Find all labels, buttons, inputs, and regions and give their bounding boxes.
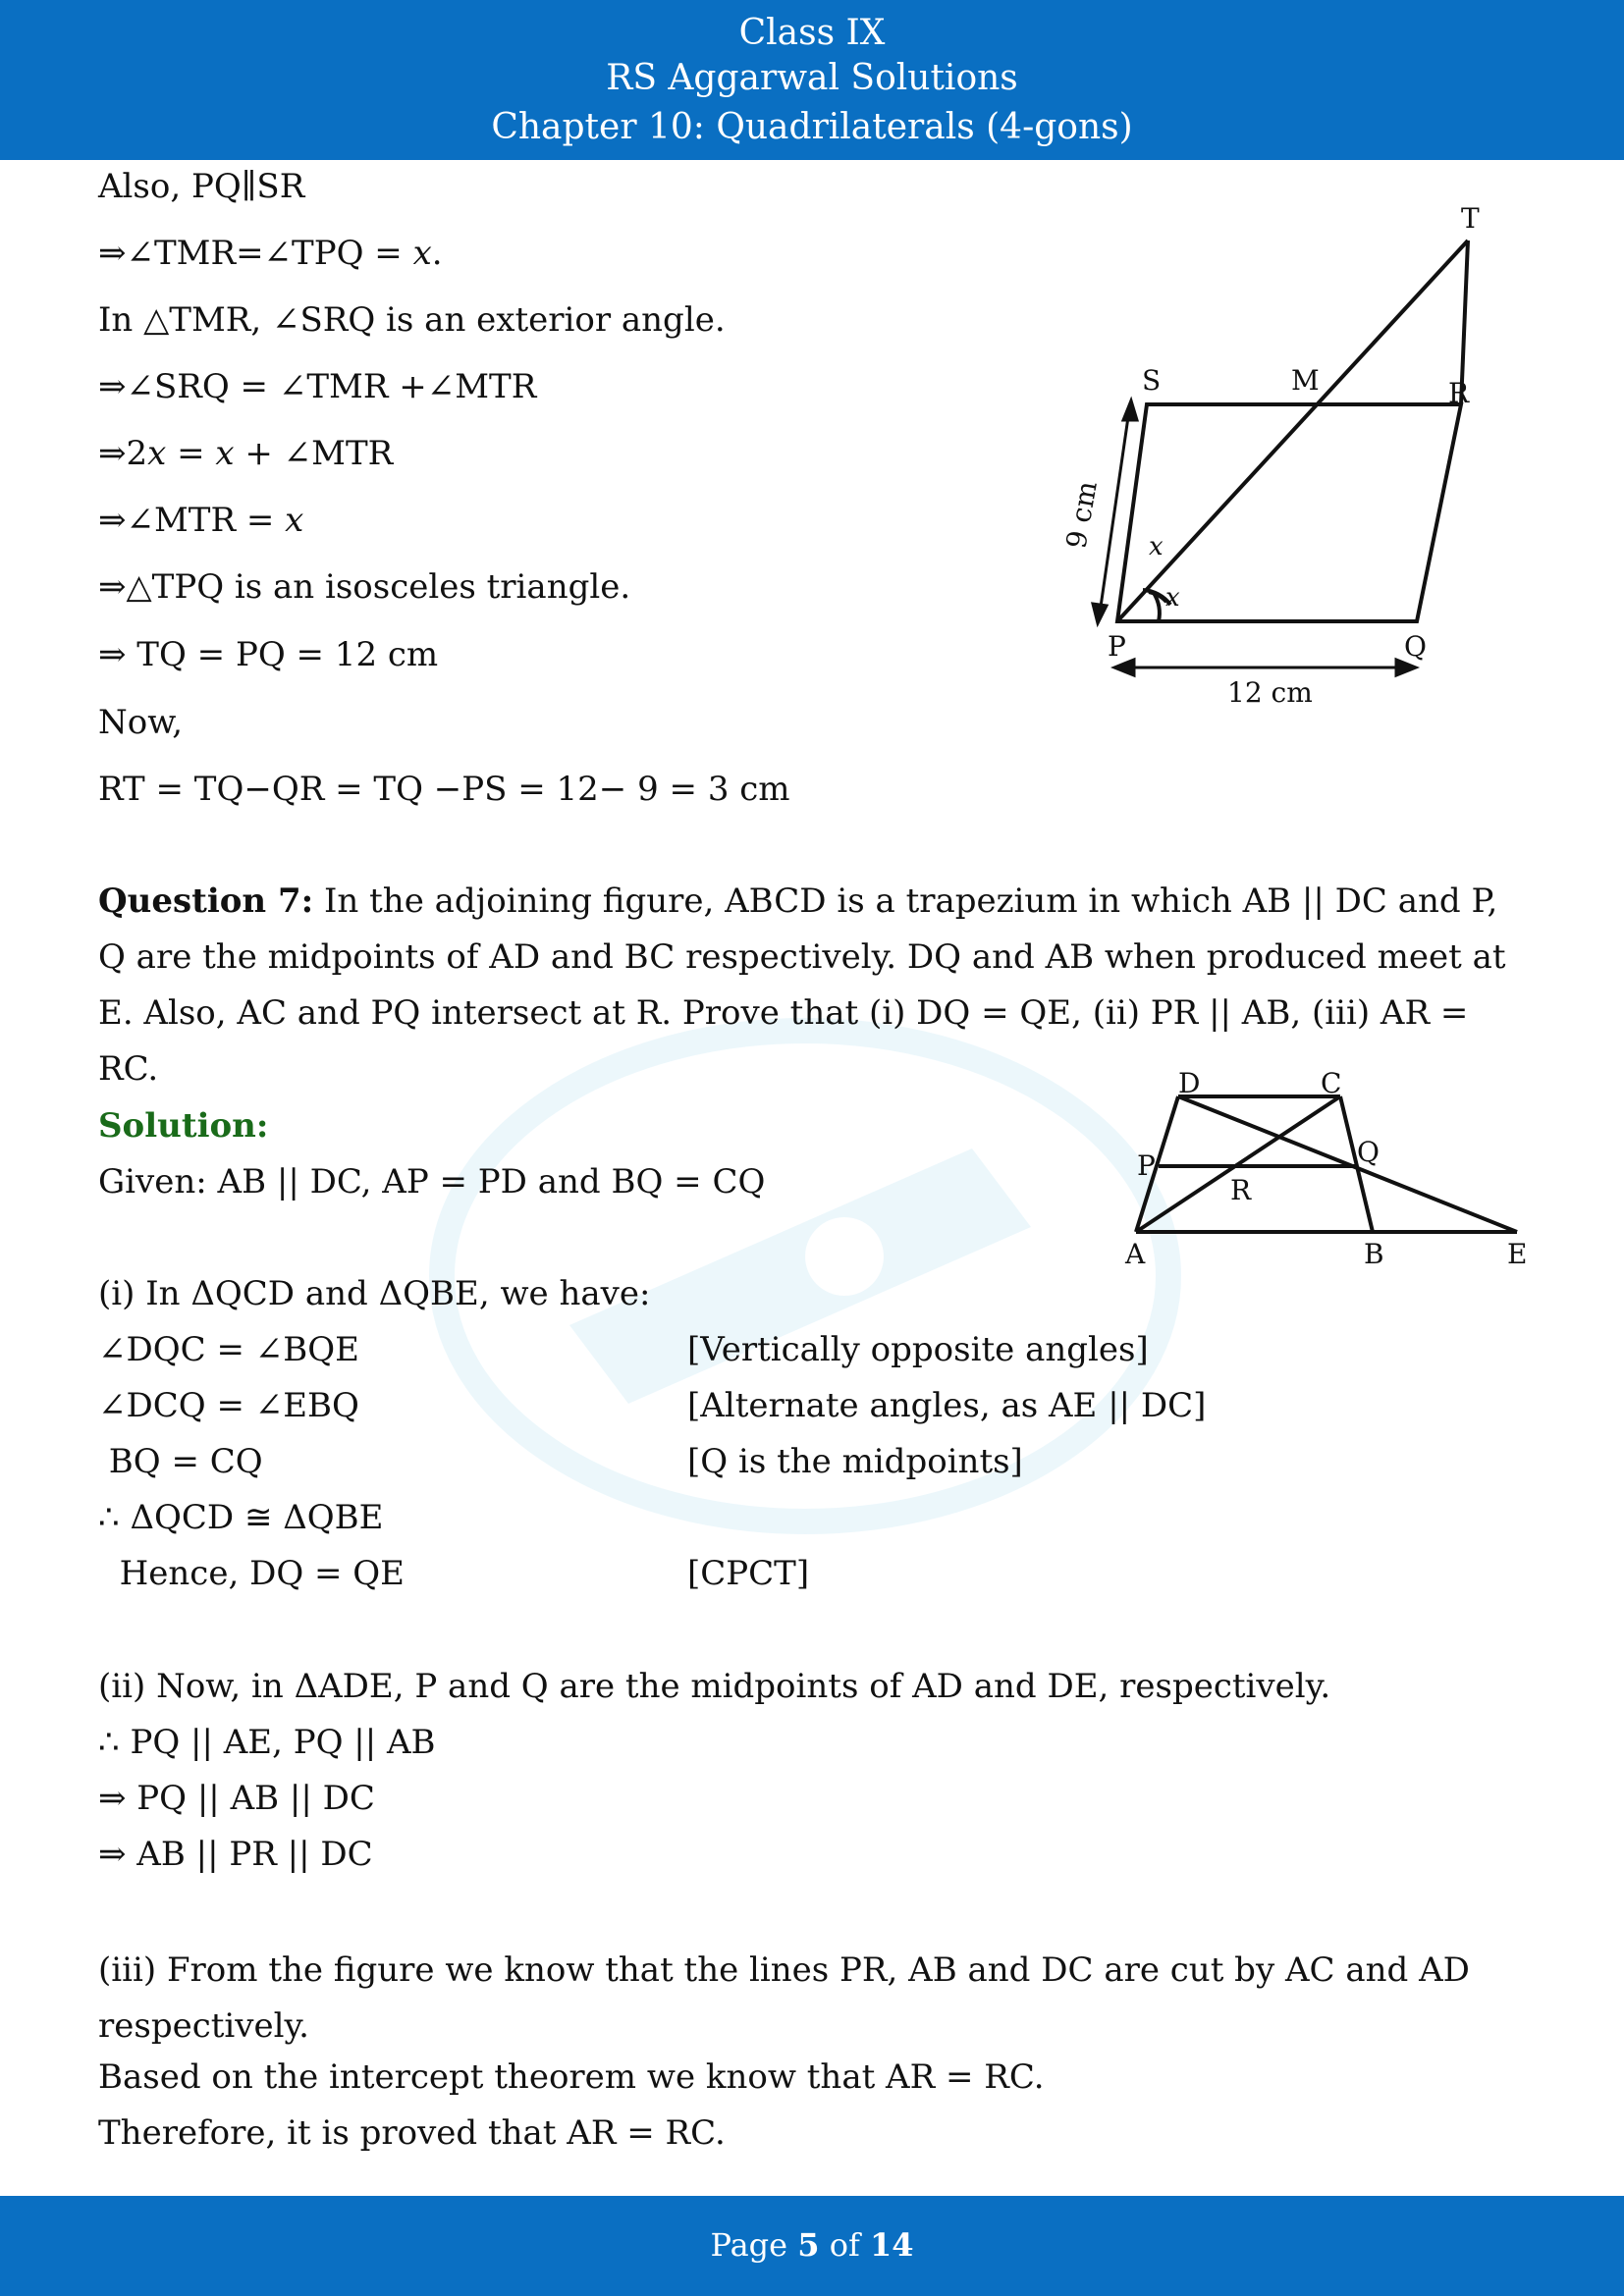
page-prefix: Page	[710, 2226, 798, 2264]
proof-line-7: ⇒△TPQ is an isosceles triangle.	[98, 567, 631, 607]
fig2-label-e: E	[1507, 1238, 1528, 1270]
page-number	[0, 2225, 1624, 2265]
fig2-label-p: P	[1137, 1149, 1156, 1182]
fig1-label-t: T	[1461, 202, 1480, 235]
page-footer	[0, 2196, 1624, 2296]
part-i-intro: (i) In ΔQCD and ΔQBE, we have:	[98, 1274, 651, 1313]
fig2-label-b: B	[1364, 1238, 1384, 1270]
page-total: 14	[869, 2226, 914, 2264]
part-ii-line-1: (ii) Now, in ΔADE, P and Q are the midpoints of AD and DE, respectively.	[98, 1667, 1331, 1706]
part-ii-line-3: ⇒ PQ || AB || DC	[98, 1779, 375, 1818]
fig1-label-r: R	[1448, 377, 1470, 409]
page-current: 5	[797, 2226, 820, 2264]
question-text: In the adjoining figure, ABCD is a trapezium in which AB || DC and P, Q are the midpoints of AD and BC respectively. DQ and AB when produced meet at E. Also, AC and PQ intersect at R. Prove that (i) DQ = QE, (ii) PR || AB, (iii) AR = RC.	[98, 881, 1506, 1089]
statement-4: ∴ ΔQCD ≅ ΔQBE	[98, 1498, 384, 1537]
part-iii-line-2: Based on the intercept theorem we know that AR = RC.	[98, 2057, 1045, 2097]
statement-3: BQ = CQ	[98, 1442, 263, 1481]
fig1-label-p: P	[1108, 630, 1126, 663]
proof-line-9: Now,	[98, 703, 184, 742]
proof-line-8: ⇒ TQ = PQ = 12 cm	[98, 635, 439, 674]
header-book: RS Aggarwal Solutions	[606, 58, 1018, 98]
figure-parallelogram	[1051, 191, 1522, 726]
reason-5: [CPCT]	[687, 1554, 810, 1593]
question-7	[98, 874, 1532, 1097]
proof-line-5: ⇒2𝑥 = 𝑥 + ∠MTR	[98, 434, 394, 473]
fig1-base-label: 12 cm	[1227, 676, 1313, 709]
proof-line-2: ⇒∠TMR=∠TPQ = 𝑥.	[98, 234, 443, 273]
fig2-label-a: A	[1125, 1238, 1146, 1270]
proof-line-1: Also, PQ∥SR	[98, 167, 305, 206]
part-iii-line-3: Therefore, it is proved that AR = RC.	[98, 2113, 726, 2153]
part-ii-line-2: ∴ PQ || AE, PQ || AB	[98, 1723, 436, 1762]
part-ii-line-4: ⇒ AB || PR || DC	[98, 1835, 373, 1874]
header-chapter: Chapter 10: Quadrilaterals (4-gons)	[491, 107, 1133, 147]
statement-row-5	[98, 1552, 810, 1595]
part-iii-line-1: (iii) From the figure we know that the lines PR, AB and DC are cut by AC and AD respectively.	[98, 1950, 1470, 2046]
question-label: Question 7:	[98, 881, 314, 921]
proof-line-6: ⇒∠MTR = 𝑥	[98, 501, 304, 540]
statement-2: ∠DCQ = ∠EBQ	[98, 1386, 359, 1425]
solution-given: Given: AB || DC, AP = PD and BQ = CQ	[98, 1162, 766, 1201]
statement-row-3	[98, 1440, 1023, 1483]
statement-row-2	[98, 1384, 1207, 1427]
statement-5: Hence, DQ = QE	[98, 1554, 405, 1593]
header-class: Class IX	[738, 13, 886, 53]
fig2-label-r: R	[1230, 1174, 1252, 1206]
figure-trapezium	[1119, 1065, 1532, 1276]
fig2-label-q: Q	[1357, 1136, 1380, 1168]
reason-1: [Vertically opposite angles]	[687, 1330, 1149, 1369]
proof-line-10: RT = TQ−QR = TQ −PS = 12− 9 = 3 cm	[98, 770, 790, 809]
page-of: of	[819, 2226, 870, 2264]
fig1-angle-x-lower: x	[1165, 583, 1180, 613]
fig1-label-q: Q	[1404, 630, 1427, 663]
statement-1: ∠DQC = ∠BQE	[98, 1330, 359, 1369]
proof-line-4: ⇒∠SRQ = ∠TMR +∠MTR	[98, 367, 537, 406]
proof-line-3: In △TMR, ∠SRQ is an exterior angle.	[98, 300, 726, 340]
fig2-label-d: D	[1178, 1067, 1201, 1099]
line-pt	[1117, 240, 1468, 621]
fig2-label-c: C	[1321, 1067, 1342, 1099]
reason-2: [Alternate angles, as AE || DC]	[687, 1386, 1207, 1425]
fig1-angle-x-upper: x	[1149, 532, 1164, 561]
reason-3: [Q is the midpoints]	[687, 1442, 1023, 1481]
fig1-side-label: 9 cm	[1059, 478, 1104, 552]
fig1-label-m: M	[1291, 364, 1320, 397]
statement-row-1	[98, 1328, 1149, 1371]
solution-label: Solution:	[98, 1106, 269, 1146]
fig1-label-s: S	[1142, 364, 1162, 397]
page-header	[0, 0, 1624, 160]
statement-row-4	[98, 1496, 383, 1539]
